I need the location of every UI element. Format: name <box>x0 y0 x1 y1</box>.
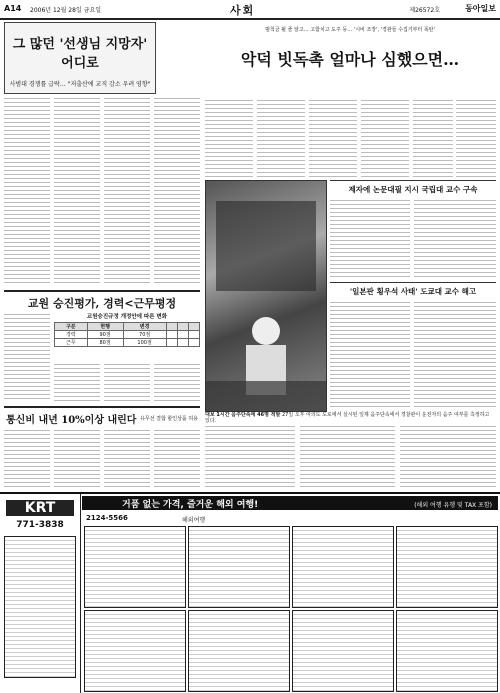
story4-body-col3 <box>104 428 150 488</box>
story6-body-col2 <box>414 300 496 408</box>
story6-headline-box <box>330 282 496 297</box>
ad-block <box>292 526 394 608</box>
story3-title: 교원 승진평가, 경력<근무평정 <box>27 297 177 310</box>
table-header-cell: 구분 <box>55 323 88 331</box>
story1-body-col2 <box>54 96 100 286</box>
krt-phone: 771-3838 <box>16 520 64 530</box>
ad-block <box>84 526 186 608</box>
photo-caption <box>205 412 495 424</box>
story2-body-col2 <box>257 98 305 178</box>
ad-block <box>292 610 394 692</box>
story3-body-col2 <box>54 362 100 402</box>
photo-caption-body: 27일 오후 여의도 도로에서 실시된 일제 음주단속에서 경찰관이 운전자의 음주 여부를 측정하고 있다. <box>205 412 490 424</box>
ad-block <box>188 526 290 608</box>
table-cell <box>188 339 199 347</box>
story5-title: 제자에 논문대필 지시 국립대 교수 구속 <box>348 185 478 194</box>
story4-headline-box <box>4 406 200 426</box>
table-cell <box>166 331 177 339</box>
newspaper-logo: 동아일보 <box>465 4 496 13</box>
page-header <box>0 0 500 20</box>
travel-phone-strip <box>82 512 498 524</box>
story6-body-col1 <box>330 300 410 408</box>
table-cell: 경력 <box>55 331 88 339</box>
table-header-cell <box>188 323 199 331</box>
story2-headline-area <box>205 22 495 96</box>
story4-title: 통신비 내년 10%이상 내린다 <box>6 415 137 426</box>
story4-kicker: 유무선 결합 할인상품 허용 <box>140 416 198 422</box>
promotion-table <box>54 322 200 347</box>
story1-title: 그 많던 '선생님 지망자' 어디로 <box>12 37 148 71</box>
promotion-table-box <box>54 312 200 358</box>
table-header-cell <box>166 323 177 331</box>
story6-title: '일본판 횡우석 사태' 도쿄대 교수 해고 <box>349 287 477 296</box>
story4-body-col4 <box>154 428 200 488</box>
table-cell: 70점 <box>123 331 166 339</box>
travel-banner-text: 거품 없는 가격, 즐거운 해외 여행! <box>122 500 259 510</box>
story5-body-col2 <box>414 198 496 278</box>
travel-banner-note: (해외 여행 유행 및 TAX 포함) <box>414 502 492 509</box>
story3-body-col4 <box>154 362 200 402</box>
story5-headline-box <box>330 180 496 195</box>
ad-block <box>396 610 498 692</box>
table-header-cell <box>177 323 188 331</box>
story4-body-col1 <box>4 428 50 488</box>
page-number: A14 <box>4 4 22 13</box>
story2-body-col6 <box>456 98 496 178</box>
krt-side-ad <box>0 494 81 693</box>
travel-phone: 2124-5566 <box>86 514 128 522</box>
issue-date: 2006년 12월 28일 금요일 <box>30 7 102 14</box>
table-header-cell: 변경 <box>123 323 166 331</box>
krt-brand: KRT <box>6 500 74 516</box>
story1-subtitle: 사범대 경쟁률 급락… "저출산에 교직 감소 우려 영향" <box>9 81 151 88</box>
story-misc-body-col3 <box>400 424 496 488</box>
section-title: 사회 <box>230 4 256 17</box>
table-cell <box>188 331 199 339</box>
story3-headline-box <box>4 290 200 310</box>
officer-photo-illustration <box>206 181 326 411</box>
table-cell: 80점 <box>87 339 123 347</box>
table-cell <box>177 339 188 347</box>
story4-body-col2 <box>54 428 100 488</box>
story1-body-col1 <box>4 96 50 286</box>
table-row <box>55 331 200 339</box>
table-cell: 90점 <box>87 331 123 339</box>
table-cell: 근무 <box>55 339 88 347</box>
ad-block <box>396 526 498 608</box>
table-cell <box>177 331 188 339</box>
ad-block <box>84 610 186 692</box>
travel-banner <box>82 496 498 510</box>
table-header-cell: 현행 <box>87 323 123 331</box>
table-cell: 100점 <box>123 339 166 347</box>
krt-ad-listings <box>4 536 76 678</box>
story5-body-col1 <box>330 198 410 278</box>
issue-number: 제26572호 <box>409 7 440 14</box>
story2-body-col3 <box>309 98 357 178</box>
story2-body-col1 <box>205 98 253 178</box>
story1-body-col4 <box>154 96 200 286</box>
ad-block <box>188 610 290 692</box>
story-misc-body-col2 <box>300 424 395 488</box>
travel-tag: 해외여행 <box>182 517 206 524</box>
story2-body-col5 <box>413 98 453 178</box>
table-row <box>55 339 200 347</box>
story1-body-col3 <box>104 96 150 286</box>
table-header-row <box>55 323 200 331</box>
table-cell <box>166 339 177 347</box>
promotion-table-title: 교원승진규정 개정안에 따른 변화 <box>86 314 168 320</box>
story2-title: 악덕 빗독촉 얼마나 심했으면… <box>240 50 460 69</box>
enforcement-photo <box>205 180 327 412</box>
photo-caption-title: 대보 1시간 음주단속에 46명 적발 <box>205 412 281 418</box>
advertisement-section <box>0 492 500 693</box>
story1-headline-box <box>4 22 156 94</box>
story2-kicker: 범칙금 될 줄 알고… 고함치고 도주 등… '시비 조장', '경관들 수집기부터 폭탄' <box>265 27 435 33</box>
story2-body-col4 <box>361 98 409 178</box>
story-misc-body-col1 <box>205 424 295 488</box>
story3-body-col1 <box>4 312 50 402</box>
story3-body-col3 <box>104 362 150 402</box>
